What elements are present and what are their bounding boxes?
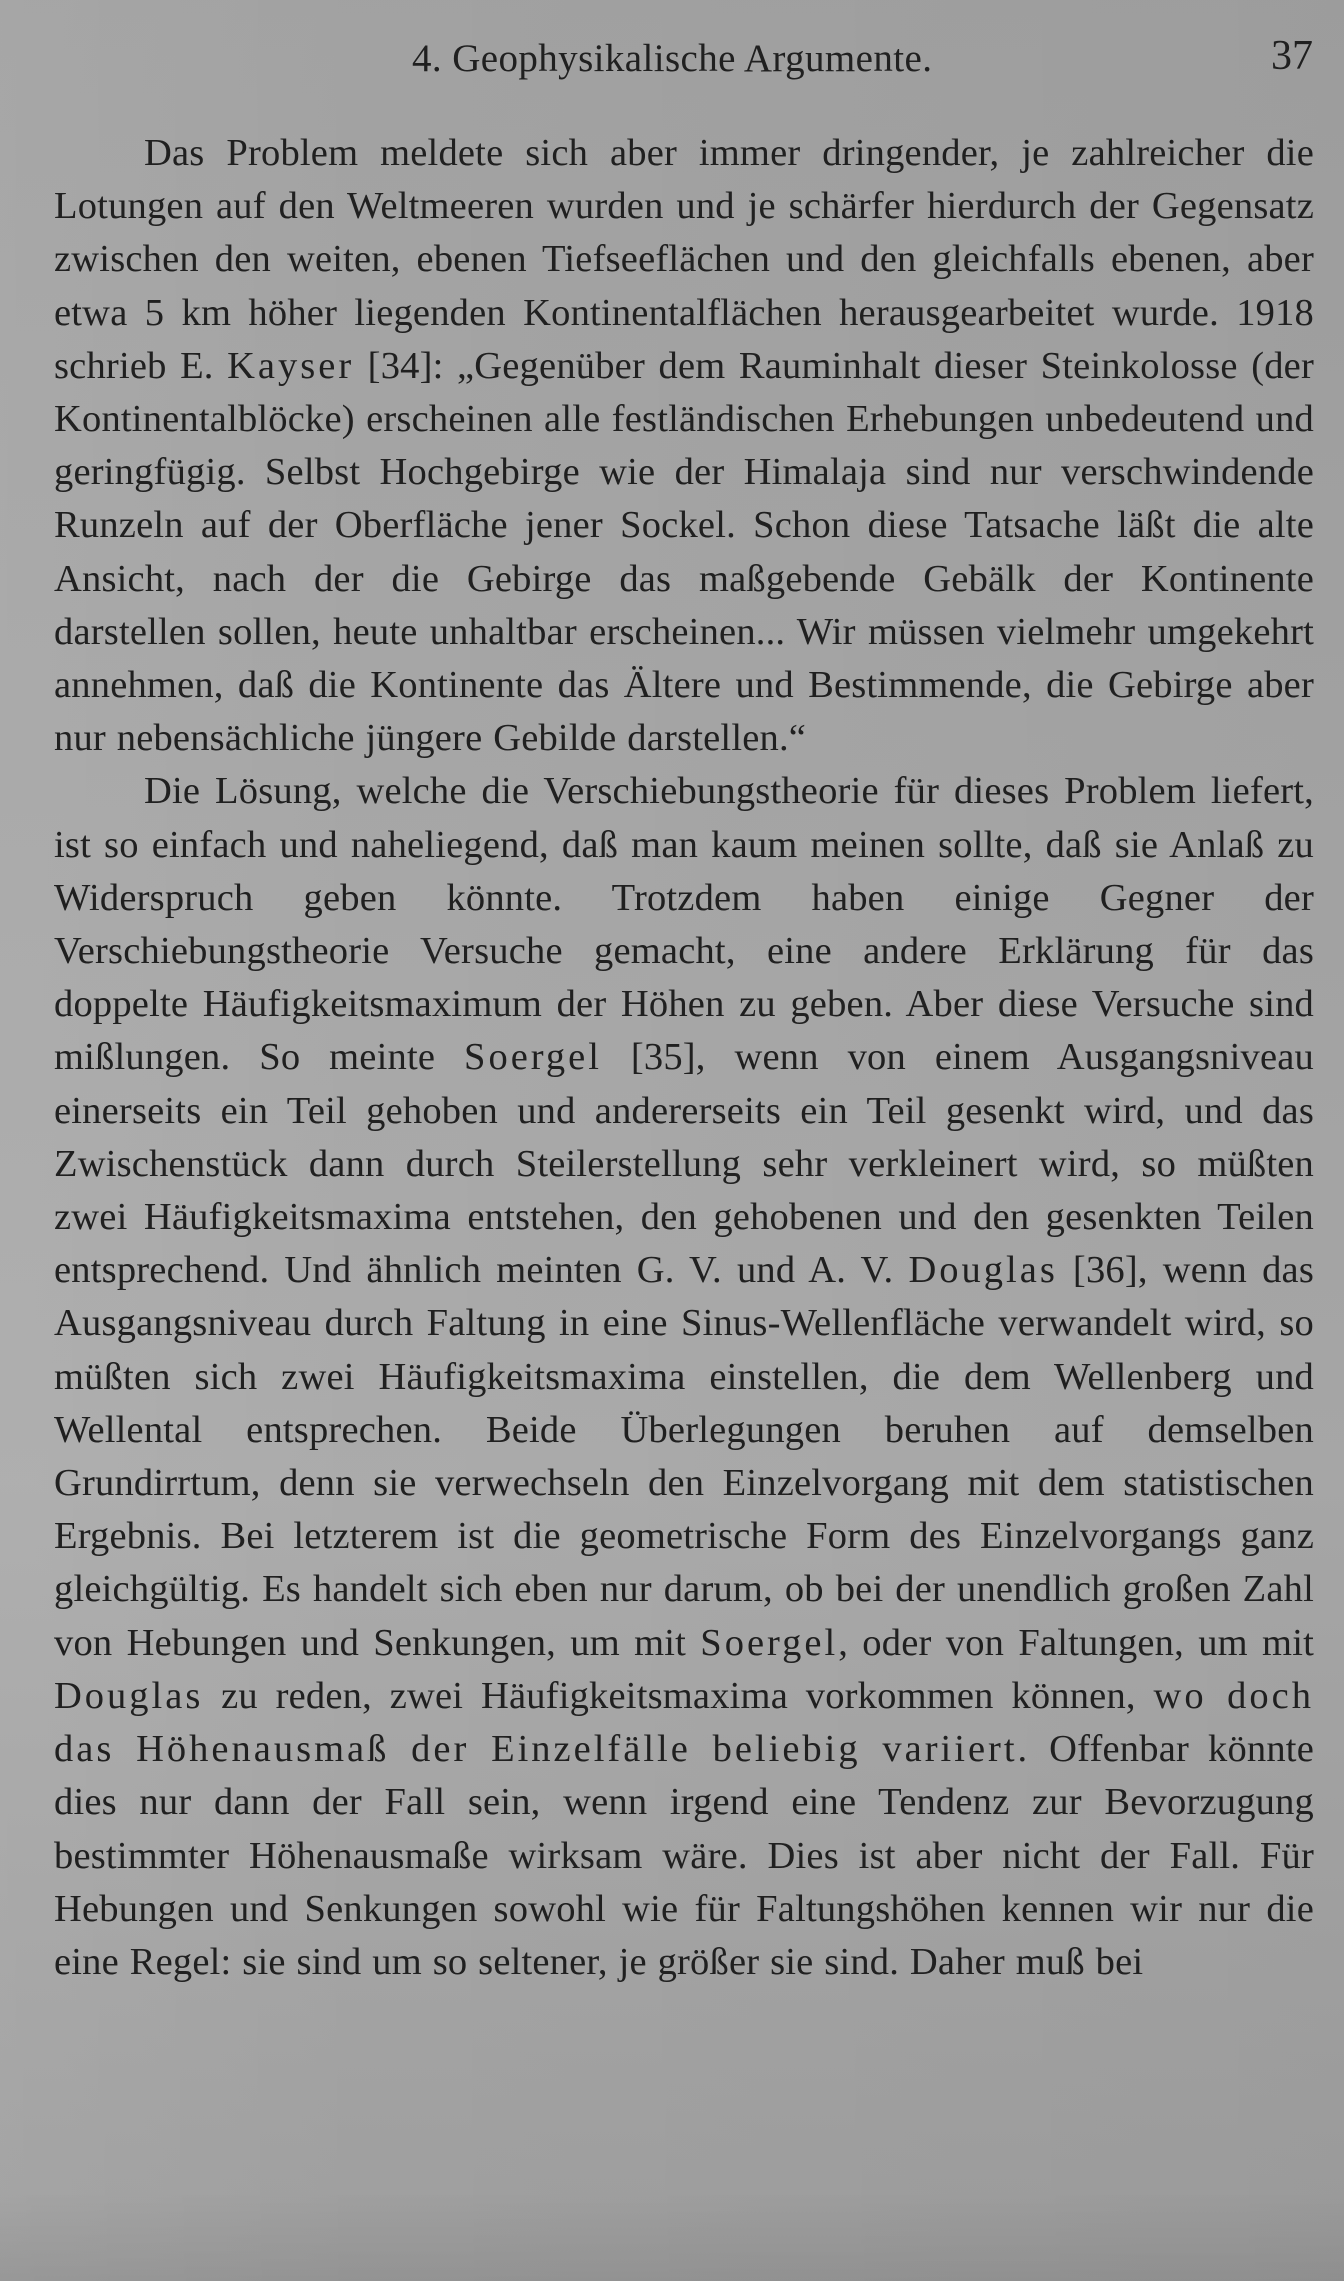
paragraph-1-part-1: Das Problem meldete sich aber immer dringender, je zahlreicher die Lotungen auf den Weltmeeren wurden und je schärfer hierdurch der Gegensatz zwischen den weiten, ebenen Tiefseeflächen und den gleichfalls ebenen, aber etwa 5 km höher liegenden Kontinentalflächen herausgearbeitet wurde. 1918 schrieb E. [54,132,1314,387]
page-number: 37 [1271,33,1313,79]
emphasized-phrase: wo doch das Höhenausmaß der Einzelfälle beliebig variiert. [54,1674,1314,1771]
author-name-soergel: Soergel [464,1036,602,1079]
paragraph-2-part-5: [36], wenn das Ausgangsniveau durch Faltung in eine Sinus-Wellenfläche verwandelt wird, so müßten sich zwei Häufigkeitsmaxima einstellen, die dem Wellenberg und Wellental entsprechen. Beide Überlegungen beruhen auf demselben Grundirrtum, denn sie verwechseln den Einzelvorgang mit dem statistischen Ergebnis. Bei letzterem ist die geometrische Form des Einzelvorgangs ganz gleichgültig. Es handelt sich eben nur darum, ob bei der unendlich großen Zahl von Hebungen und Senkungen, um mit [54,1249,1315,1664]
paragraph-2-part-1: Die Lösung, welche die Verschiebungstheorie für dieses Problem liefert, ist so einfach und naheliegend, daß man kaum meinen sollte, daß sie Anlaß zu Widerspruch geben könnte. Trotzdem haben einige Gegner der Verschiebungstheorie Versuche gemacht, eine andere Erklärung für das doppelte Häufigkeitsmaximum der Höhen zu geben. Aber diese Versuche sind mißlungen. So meinte [54,770,1314,1079]
paragraph-2-part-7: , oder von Faltungen, um mit [838,1621,1315,1664]
paragraph-1 [54,127,1314,765]
paragraph-2-part-3: [35], wenn von einem Ausgangsniveau einerseits ein Teil gehoben und andererseits ein Teil gesenkt wird, und das Zwischenstück dann durch Steilerstellung sehr verkleinert wird, so müßten zwei Häufigkeitsmaxima entstehen, den gehobenen und den gesenkten Teilen entsprechend. Und ähnlich meinten G. V. und A. V. [54,1036,1314,1292]
page-bottom-shadow [0,2191,1344,2281]
author-name-douglas: Douglas [908,1249,1058,1292]
page-header [0,30,1344,90]
author-name-soergel-repeat: Soergel [700,1621,839,1664]
paragraph-2-part-9: zu reden, zwei Häufigkeitsmaxima vorkommen können, [203,1674,1154,1717]
paragraph-1-part-3: [34]: „Gegenüber dem Rauminhalt dieser Steinkolosse (der Kontinentalblöcke) erscheinen alle festländischen Erhebungen unbedeutend und geringfügig. Selbst Hochgebirge wie der Himalaja sind nur verschwindende Runzeln auf der Oberfläche jener Sockel. Schon diese Tatsache läßt die alte Ansicht, nach der die Gebirge das maßgebende Gebälk der Kontinente darstellen sollen, heute unhaltbar erscheinen... Wir müssen vielmehr umgekehrt annehmen, daß die Kontinente das Ältere und Bestimmende, die Gebirge aber nur nebensächliche jüngere Gebilde darstellen.“ [54,344,1314,760]
paragraph-2-part-11: Offenbar könnte dies nur dann der Fall sein, wenn irgend eine Tendenz zur Bevorzugung bestimmter Höhenausmaße wirksam wäre. Dies ist aber nicht der Fall. Für Hebungen und Senkungen sowohl wie für Faltungshöhen kennen wir nur die eine Regel: sie sind um so seltener, je größer sie sind. Daher muß bei [54,1728,1314,1983]
body-text [54,127,1314,1989]
author-name-kayser: Kayser [227,344,355,387]
author-name-douglas-repeat: Douglas [54,1674,204,1717]
paragraph-2 [54,765,1314,1989]
running-head: 4. Geophysikalische Argumente. [412,37,933,80]
